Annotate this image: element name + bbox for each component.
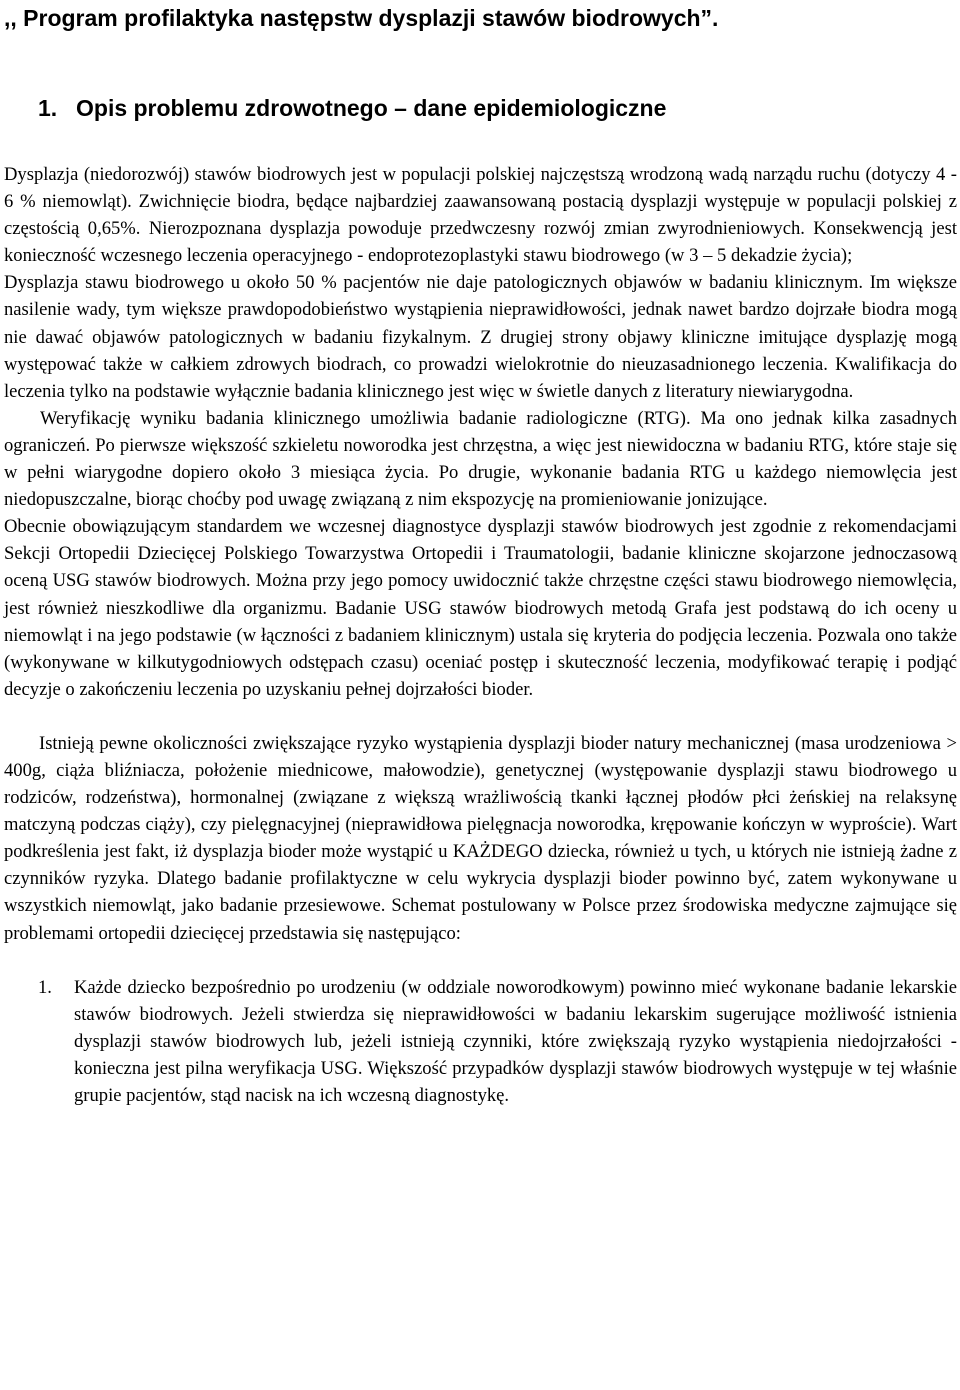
section-heading [38, 93, 666, 123]
list-item-text: Każde dziecko bezpośrednio po urodzeniu (w oddziale noworodkowym) powinno mieć wykonane badanie lekarskie stawów biodrowych. Jeżeli stwierdza się nieprawidłowości w badaniu lekarskim sugerujące możliwość istnienia dysplazji stawów biodrowych lub, jeżeli istnieją czynniki, które zwiększają ryzyko wystąpienia niedojrzałości - konieczna jest pilna weryfikacja USG. Większość przypadków dysplazji stawów biodrowych występuje w tej właśnie grupie pacjentów, stąd nacisk na ich wczesną diagnostykę. [74, 976, 957, 1106]
list-item-number: 1. [38, 976, 52, 998]
numbered-list [4, 974, 957, 1109]
paragraph-spacer [4, 703, 957, 730]
document-title: ,, Program profilaktyka następstw dysplazji stawów biodrowych”. [4, 5, 719, 31]
list-item [4, 974, 957, 1109]
paragraph: Istnieją pewne okoliczności zwiększające ryzyko wystąpienia dysplazji bioder natury mechanicznej (masa urodzeniowa > 400g, ciąża bliźniacza, położenie miednicowe, małowodzie), genetycznej (występowanie dysplazji stawu biodrowego u rodziców, rodzeństwa), hormonalnej (związane z większą wrażliwością tkanki łącznej płodów płci żeńskiej na relaksynę matczyną podczas ciąży), czy pielęgnacyjnej (nieprawidłowa pielęgnacja noworodka, krępowanie kończyn w wyproście). Wart podkreślenia jest fakt, iż dysplazja bioder może wystąpić u KAŻDEGO dziecka, również u tych, u których nie istnieją żadne z czynników ryzyka. Dlatego badanie profilaktyczne w celu wykrycia dysplazji bioder powinno być, zatem wykonywane u wszystkich niemowląt, jako badanie przesiewowe. Schemat postulowany w Polsce przez środowiska medyczne zajmujące się problemami ortopedii dziecięcej przedstawia się następująco: [4, 732, 957, 944]
document-body [4, 161, 957, 1109]
paragraph: Weryfikację wyniku badania klinicznego umożliwia badanie radiologiczne (RTG). Ma ono jednak kilka zasadnych ograniczeń. Po pierwsze większość szkieletu noworodka jest chrzęstna, a więc jest niewidoczna w badaniu RTG, które staje się w pełni wiarygodne dopiero około 3 miesiąca życia. Po drugie, wykonanie badania RTG u każdego niemowlęcia jest niedopuszczalne, biorąc choćby pod uwagę związaną z nim ekspozycję na promieniowanie jonizujące. [4, 407, 957, 511]
paragraph: Obecnie obowiązującym standardem we wczesnej diagnostyce dysplazji stawów biodrowych jest zgodnie z rekomendacjami Sekcji Ortopedii Dziecięcej Polskiego Towarzystwa Ortopedii i Traumatologii, badanie kliniczne skojarzone jednoczasową oceną USG stawów biodrowych. Można przy jego pomocy uwidocznić także chrzęstne części stawu biodrowego niemowlęcia, jest również nieszkodliwe dla organizmu. Badanie USG stawów biodrowych metodą Grafa jest podstawą do ich oceny u niemowląt i na jego podstawie (w łączności z badaniem klinicznym) ustala się kryteria do podjęcia leczenia. Pozwala ono także (wykonywane w kilkutygodniowych odstępach czasu) oceniać postęp i skuteczność leczenia, modyfikować terapię i podjąć decyzje o zakończeniu leczenia po uzyskaniu pełnej dojrzałości bioder. [4, 516, 957, 700]
section-heading-text: Opis problemu zdrowotnego – dane epidemiologiczne [76, 95, 667, 121]
paragraph: Dysplazja (niedorozwój) stawów biodrowych jest w populacji polskiej najczęstszą wrodzoną wadą narządu ruchu (dotyczy 4 - 6 % niemowląt). Zwichnięcie biodra, będące najbardziej zaawansowaną postacią dysplazji występuje w populacji polskiej z częstością 0,65%. Nierozpoznana dysplazja powoduje przedwczesny rozwój zmian zwyrodnieniowych. Konsekwencją jest konieczność wczesnego leczenia operacyjnego - endoprotezoplastyki stawu biodrowego (w 3 – 5 dekadzie życia); [4, 164, 957, 267]
section-number: 1. [38, 95, 58, 121]
paragraph: Dysplazja stawu biodrowego u około 50 % pacjentów nie daje patologicznych objawów w badaniu klinicznym. Im większe nasilenie wady, tym większe prawdopodobieństwo wystąpienia nieprawidłowości, jednak nawet bardzo dojrzałe biodra mogą nie dawać objawów patologicznych w badaniu fizykalnym. Z drugiej strony objawy kliniczne imitujące dysplazję mogą występować także w całkiem zdrowych biodrach, co prowadzi wielokrotnie do nieuzasadnionego leczenia. Kwalifikacja do leczenia tylko na podstawie wyłącznie badania klinicznego jest więc w świetle danych z literatury niewiarygodna. [4, 272, 957, 402]
